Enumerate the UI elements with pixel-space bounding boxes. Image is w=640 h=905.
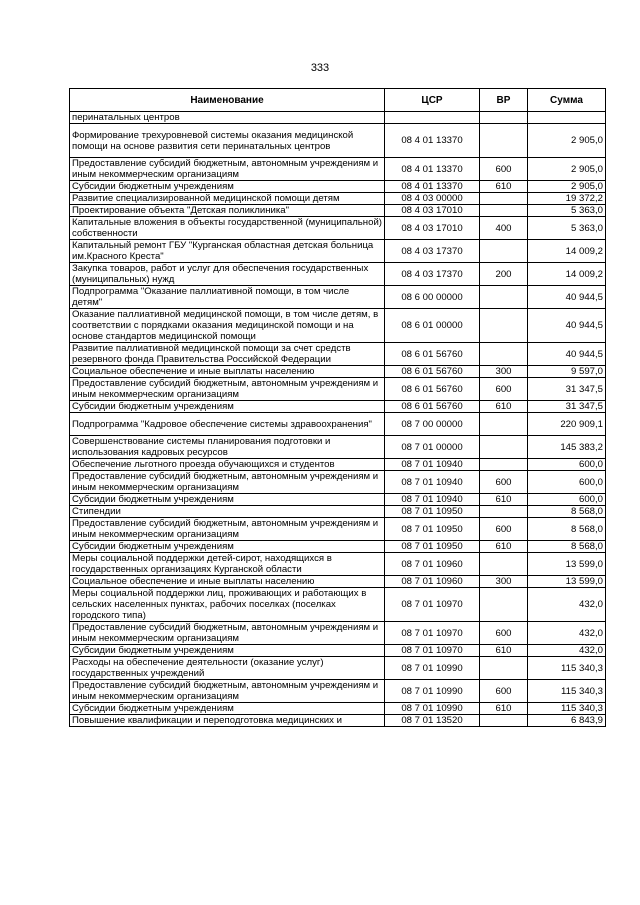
row-csr-cell: 08 7 01 10960 xyxy=(385,576,480,588)
table-row xyxy=(70,263,606,286)
table-row xyxy=(70,588,606,622)
table-row xyxy=(70,471,606,494)
row-vr-cell xyxy=(480,309,528,343)
table-row xyxy=(70,286,606,309)
table-row xyxy=(70,541,606,553)
row-sum-cell: 13 599,0 xyxy=(528,553,606,576)
row-csr-cell xyxy=(385,112,480,124)
table-row xyxy=(70,217,606,240)
row-csr-cell: 08 4 03 17010 xyxy=(385,217,480,240)
row-vr-cell xyxy=(480,193,528,205)
row-sum-cell: 115 340,3 xyxy=(528,657,606,680)
row-sum-cell: 8 568,0 xyxy=(528,506,606,518)
row-name-cell: Меры социальной поддержки лиц, проживающих и работающих в сельских населенных пунктах, рабочих поселках (поселках городского типа) xyxy=(70,588,385,622)
table-row xyxy=(70,703,606,715)
row-vr-cell: 300 xyxy=(480,366,528,378)
row-csr-cell: 08 4 03 17370 xyxy=(385,263,480,286)
row-vr-cell: 300 xyxy=(480,576,528,588)
row-vr-cell: 610 xyxy=(480,541,528,553)
row-csr-cell: 08 7 01 10940 xyxy=(385,471,480,494)
row-csr-cell: 08 7 01 10940 xyxy=(385,459,480,471)
table-row xyxy=(70,459,606,471)
budget-table xyxy=(69,88,606,727)
row-csr-cell: 08 7 01 10950 xyxy=(385,541,480,553)
row-vr-cell xyxy=(480,124,528,158)
row-sum-cell: 8 568,0 xyxy=(528,541,606,553)
table-row xyxy=(70,622,606,645)
row-csr-cell: 08 6 01 56760 xyxy=(385,378,480,401)
row-vr-cell: 610 xyxy=(480,645,528,657)
row-csr-cell: 08 6 00 00000 xyxy=(385,286,480,309)
table-row xyxy=(70,506,606,518)
row-sum-cell: 13 599,0 xyxy=(528,576,606,588)
row-sum-cell: 31 347,5 xyxy=(528,378,606,401)
table-row xyxy=(70,680,606,703)
row-vr-cell: 600 xyxy=(480,378,528,401)
row-vr-cell: 600 xyxy=(480,158,528,181)
row-sum-cell: 5 363,0 xyxy=(528,217,606,240)
table-row xyxy=(70,366,606,378)
row-name-cell: Проектирование объекта "Детская поликлиника" xyxy=(70,205,385,217)
row-vr-cell xyxy=(480,553,528,576)
row-sum-cell: 40 944,5 xyxy=(528,343,606,366)
row-sum-cell: 2 905,0 xyxy=(528,124,606,158)
row-vr-cell: 610 xyxy=(480,181,528,193)
row-name-cell: Социальное обеспечение и иные выплаты населению xyxy=(70,576,385,588)
row-csr-cell: 08 6 01 56760 xyxy=(385,366,480,378)
table-row xyxy=(70,193,606,205)
table-row xyxy=(70,309,606,343)
row-sum-cell: 432,0 xyxy=(528,588,606,622)
row-name-cell: Обеспечение льготного проезда обучающихся и студентов xyxy=(70,459,385,471)
row-csr-cell: 08 7 00 00000 xyxy=(385,413,480,436)
row-csr-cell: 08 7 01 10970 xyxy=(385,645,480,657)
table-row xyxy=(70,413,606,436)
header-name: Наименование xyxy=(70,89,385,112)
row-vr-cell xyxy=(480,588,528,622)
row-vr-cell xyxy=(480,436,528,459)
row-sum-cell: 8 568,0 xyxy=(528,518,606,541)
row-vr-cell xyxy=(480,459,528,471)
row-name-cell: Капитальный ремонт ГБУ "Курганская областная детская больница им.Красного Креста" xyxy=(70,240,385,263)
row-csr-cell: 08 7 01 10960 xyxy=(385,553,480,576)
row-name-cell: Формирование трехуровневой системы оказания медицинской помощи на основе развития сети перинатальных центров xyxy=(70,124,385,158)
row-sum-cell: 600,0 xyxy=(528,471,606,494)
row-sum-cell: 19 372,2 xyxy=(528,193,606,205)
row-vr-cell xyxy=(480,205,528,217)
row-name-cell: Капитальные вложения в объекты государственной (муниципальной) собственности xyxy=(70,217,385,240)
row-sum-cell: 9 597,0 xyxy=(528,366,606,378)
row-sum-cell: 5 363,0 xyxy=(528,205,606,217)
table-row xyxy=(70,436,606,459)
row-vr-cell xyxy=(480,506,528,518)
row-vr-cell xyxy=(480,286,528,309)
row-csr-cell: 08 4 01 13370 xyxy=(385,158,480,181)
row-vr-cell xyxy=(480,343,528,366)
table-row xyxy=(70,181,606,193)
row-csr-cell: 08 7 01 10990 xyxy=(385,657,480,680)
row-csr-cell: 08 4 01 13370 xyxy=(385,181,480,193)
row-name-cell: Меры социальной поддержки детей-сирот, находящихся в государственных организациях Курганской области xyxy=(70,553,385,576)
row-csr-cell: 08 6 01 00000 xyxy=(385,309,480,343)
table-row xyxy=(70,715,606,727)
row-vr-cell: 610 xyxy=(480,401,528,413)
row-sum-cell: 115 340,3 xyxy=(528,680,606,703)
table-row xyxy=(70,576,606,588)
row-sum-cell: 40 944,5 xyxy=(528,309,606,343)
header-vr: ВР xyxy=(480,89,528,112)
row-name-cell: Предоставление субсидий бюджетным, автономным учреждениям и иным некоммерческим организациям xyxy=(70,622,385,645)
row-name-cell: Предоставление субсидий бюджетным, автономным учреждениям и иным некоммерческим организациям xyxy=(70,518,385,541)
row-sum-cell: 600,0 xyxy=(528,494,606,506)
row-name-cell: Социальное обеспечение и иные выплаты населению xyxy=(70,366,385,378)
row-vr-cell: 200 xyxy=(480,263,528,286)
row-name-cell: Стипендии xyxy=(70,506,385,518)
row-csr-cell: 08 7 01 10940 xyxy=(385,494,480,506)
row-vr-cell xyxy=(480,240,528,263)
row-vr-cell xyxy=(480,657,528,680)
row-csr-cell: 08 4 03 17370 xyxy=(385,240,480,263)
table-row xyxy=(70,494,606,506)
row-sum-cell: 600,0 xyxy=(528,459,606,471)
row-sum-cell: 432,0 xyxy=(528,622,606,645)
row-csr-cell: 08 7 01 13520 xyxy=(385,715,480,727)
table-row xyxy=(70,553,606,576)
row-name-cell: Субсидии бюджетным учреждениям xyxy=(70,494,385,506)
row-sum-cell: 145 383,2 xyxy=(528,436,606,459)
row-csr-cell: 08 7 01 10950 xyxy=(385,506,480,518)
table-row xyxy=(70,401,606,413)
row-sum-cell: 432,0 xyxy=(528,645,606,657)
row-vr-cell: 600 xyxy=(480,622,528,645)
row-csr-cell: 08 7 01 10970 xyxy=(385,622,480,645)
row-csr-cell: 08 4 01 13370 xyxy=(385,124,480,158)
table-row xyxy=(70,378,606,401)
row-name-cell: Предоставление субсидий бюджетным, автономным учреждениям и иным некоммерческим организациям xyxy=(70,680,385,703)
row-name-cell: перинатальных центров xyxy=(70,112,385,124)
row-sum-cell: 6 843,9 xyxy=(528,715,606,727)
row-csr-cell: 08 7 01 10990 xyxy=(385,703,480,715)
row-name-cell: Подпрограмма "Оказание паллиативной помощи, в том числе детям" xyxy=(70,286,385,309)
table-header-row xyxy=(70,89,606,112)
header-sum: Сумма xyxy=(528,89,606,112)
row-csr-cell: 08 6 01 56760 xyxy=(385,343,480,366)
table-row xyxy=(70,205,606,217)
table-row xyxy=(70,657,606,680)
row-vr-cell: 600 xyxy=(480,680,528,703)
row-vr-cell: 600 xyxy=(480,518,528,541)
table-row xyxy=(70,518,606,541)
row-name-cell: Оказание паллиативной медицинской помощи, в том числе детям, в соответствии с порядками оказания медицинской помощи и на основе стандартов медицинской помощи xyxy=(70,309,385,343)
page-number: 333 xyxy=(310,62,330,74)
row-vr-cell: 600 xyxy=(480,471,528,494)
row-name-cell: Субсидии бюджетным учреждениям xyxy=(70,181,385,193)
row-sum-cell: 31 347,5 xyxy=(528,401,606,413)
row-name-cell: Подпрограмма "Кадровое обеспечение системы здравоохранения" xyxy=(70,413,385,436)
row-name-cell: Субсидии бюджетным учреждениям xyxy=(70,703,385,715)
row-name-cell: Предоставление субсидий бюджетным, автономным учреждениям и иным некоммерческим организациям xyxy=(70,471,385,494)
row-sum-cell: 14 009,2 xyxy=(528,240,606,263)
row-vr-cell: 400 xyxy=(480,217,528,240)
row-name-cell: Предоставление субсидий бюджетным, автономным учреждениям и иным некоммерческим организациям xyxy=(70,158,385,181)
row-csr-cell: 08 6 01 56760 xyxy=(385,401,480,413)
row-vr-cell xyxy=(480,112,528,124)
row-name-cell: Закупка товаров, работ и услуг для обеспечения государственных (муниципальных) нужд xyxy=(70,263,385,286)
row-sum-cell: 2 905,0 xyxy=(528,158,606,181)
row-vr-cell xyxy=(480,715,528,727)
table-row xyxy=(70,343,606,366)
table-body xyxy=(70,112,606,727)
row-csr-cell: 08 4 03 00000 xyxy=(385,193,480,205)
row-sum-cell: 14 009,2 xyxy=(528,263,606,286)
row-name-cell: Субсидии бюджетным учреждениям xyxy=(70,541,385,553)
table-row xyxy=(70,112,606,124)
table-row xyxy=(70,240,606,263)
row-csr-cell: 08 7 01 10950 xyxy=(385,518,480,541)
table-row xyxy=(70,158,606,181)
row-csr-cell: 08 4 03 17010 xyxy=(385,205,480,217)
row-name-cell: Субсидии бюджетным учреждениям xyxy=(70,401,385,413)
header-csr: ЦСР xyxy=(385,89,480,112)
table-row xyxy=(70,124,606,158)
row-sum-cell xyxy=(528,112,606,124)
row-sum-cell: 2 905,0 xyxy=(528,181,606,193)
row-name-cell: Развитие специализированной медицинской помощи детям xyxy=(70,193,385,205)
table-row xyxy=(70,645,606,657)
row-csr-cell: 08 7 01 10970 xyxy=(385,588,480,622)
row-vr-cell: 610 xyxy=(480,494,528,506)
row-sum-cell: 220 909,1 xyxy=(528,413,606,436)
row-name-cell: Совершенствование системы планирования подготовки и использования кадровых ресурсов xyxy=(70,436,385,459)
row-name-cell: Предоставление субсидий бюджетным, автономным учреждениям и иным некоммерческим организациям xyxy=(70,378,385,401)
row-name-cell: Развитие паллиативной медицинской помощи за счет средств резервного фонда Правительства Российской Федерации xyxy=(70,343,385,366)
row-name-cell: Повышение квалификации и переподготовка медицинских и xyxy=(70,715,385,727)
row-sum-cell: 115 340,3 xyxy=(528,703,606,715)
row-csr-cell: 08 7 01 10990 xyxy=(385,680,480,703)
row-name-cell: Расходы на обеспечение деятельности (оказание услуг) государственных учреждений xyxy=(70,657,385,680)
row-sum-cell: 40 944,5 xyxy=(528,286,606,309)
row-name-cell: Субсидии бюджетным учреждениям xyxy=(70,645,385,657)
row-vr-cell: 610 xyxy=(480,703,528,715)
row-vr-cell xyxy=(480,413,528,436)
row-csr-cell: 08 7 01 00000 xyxy=(385,436,480,459)
